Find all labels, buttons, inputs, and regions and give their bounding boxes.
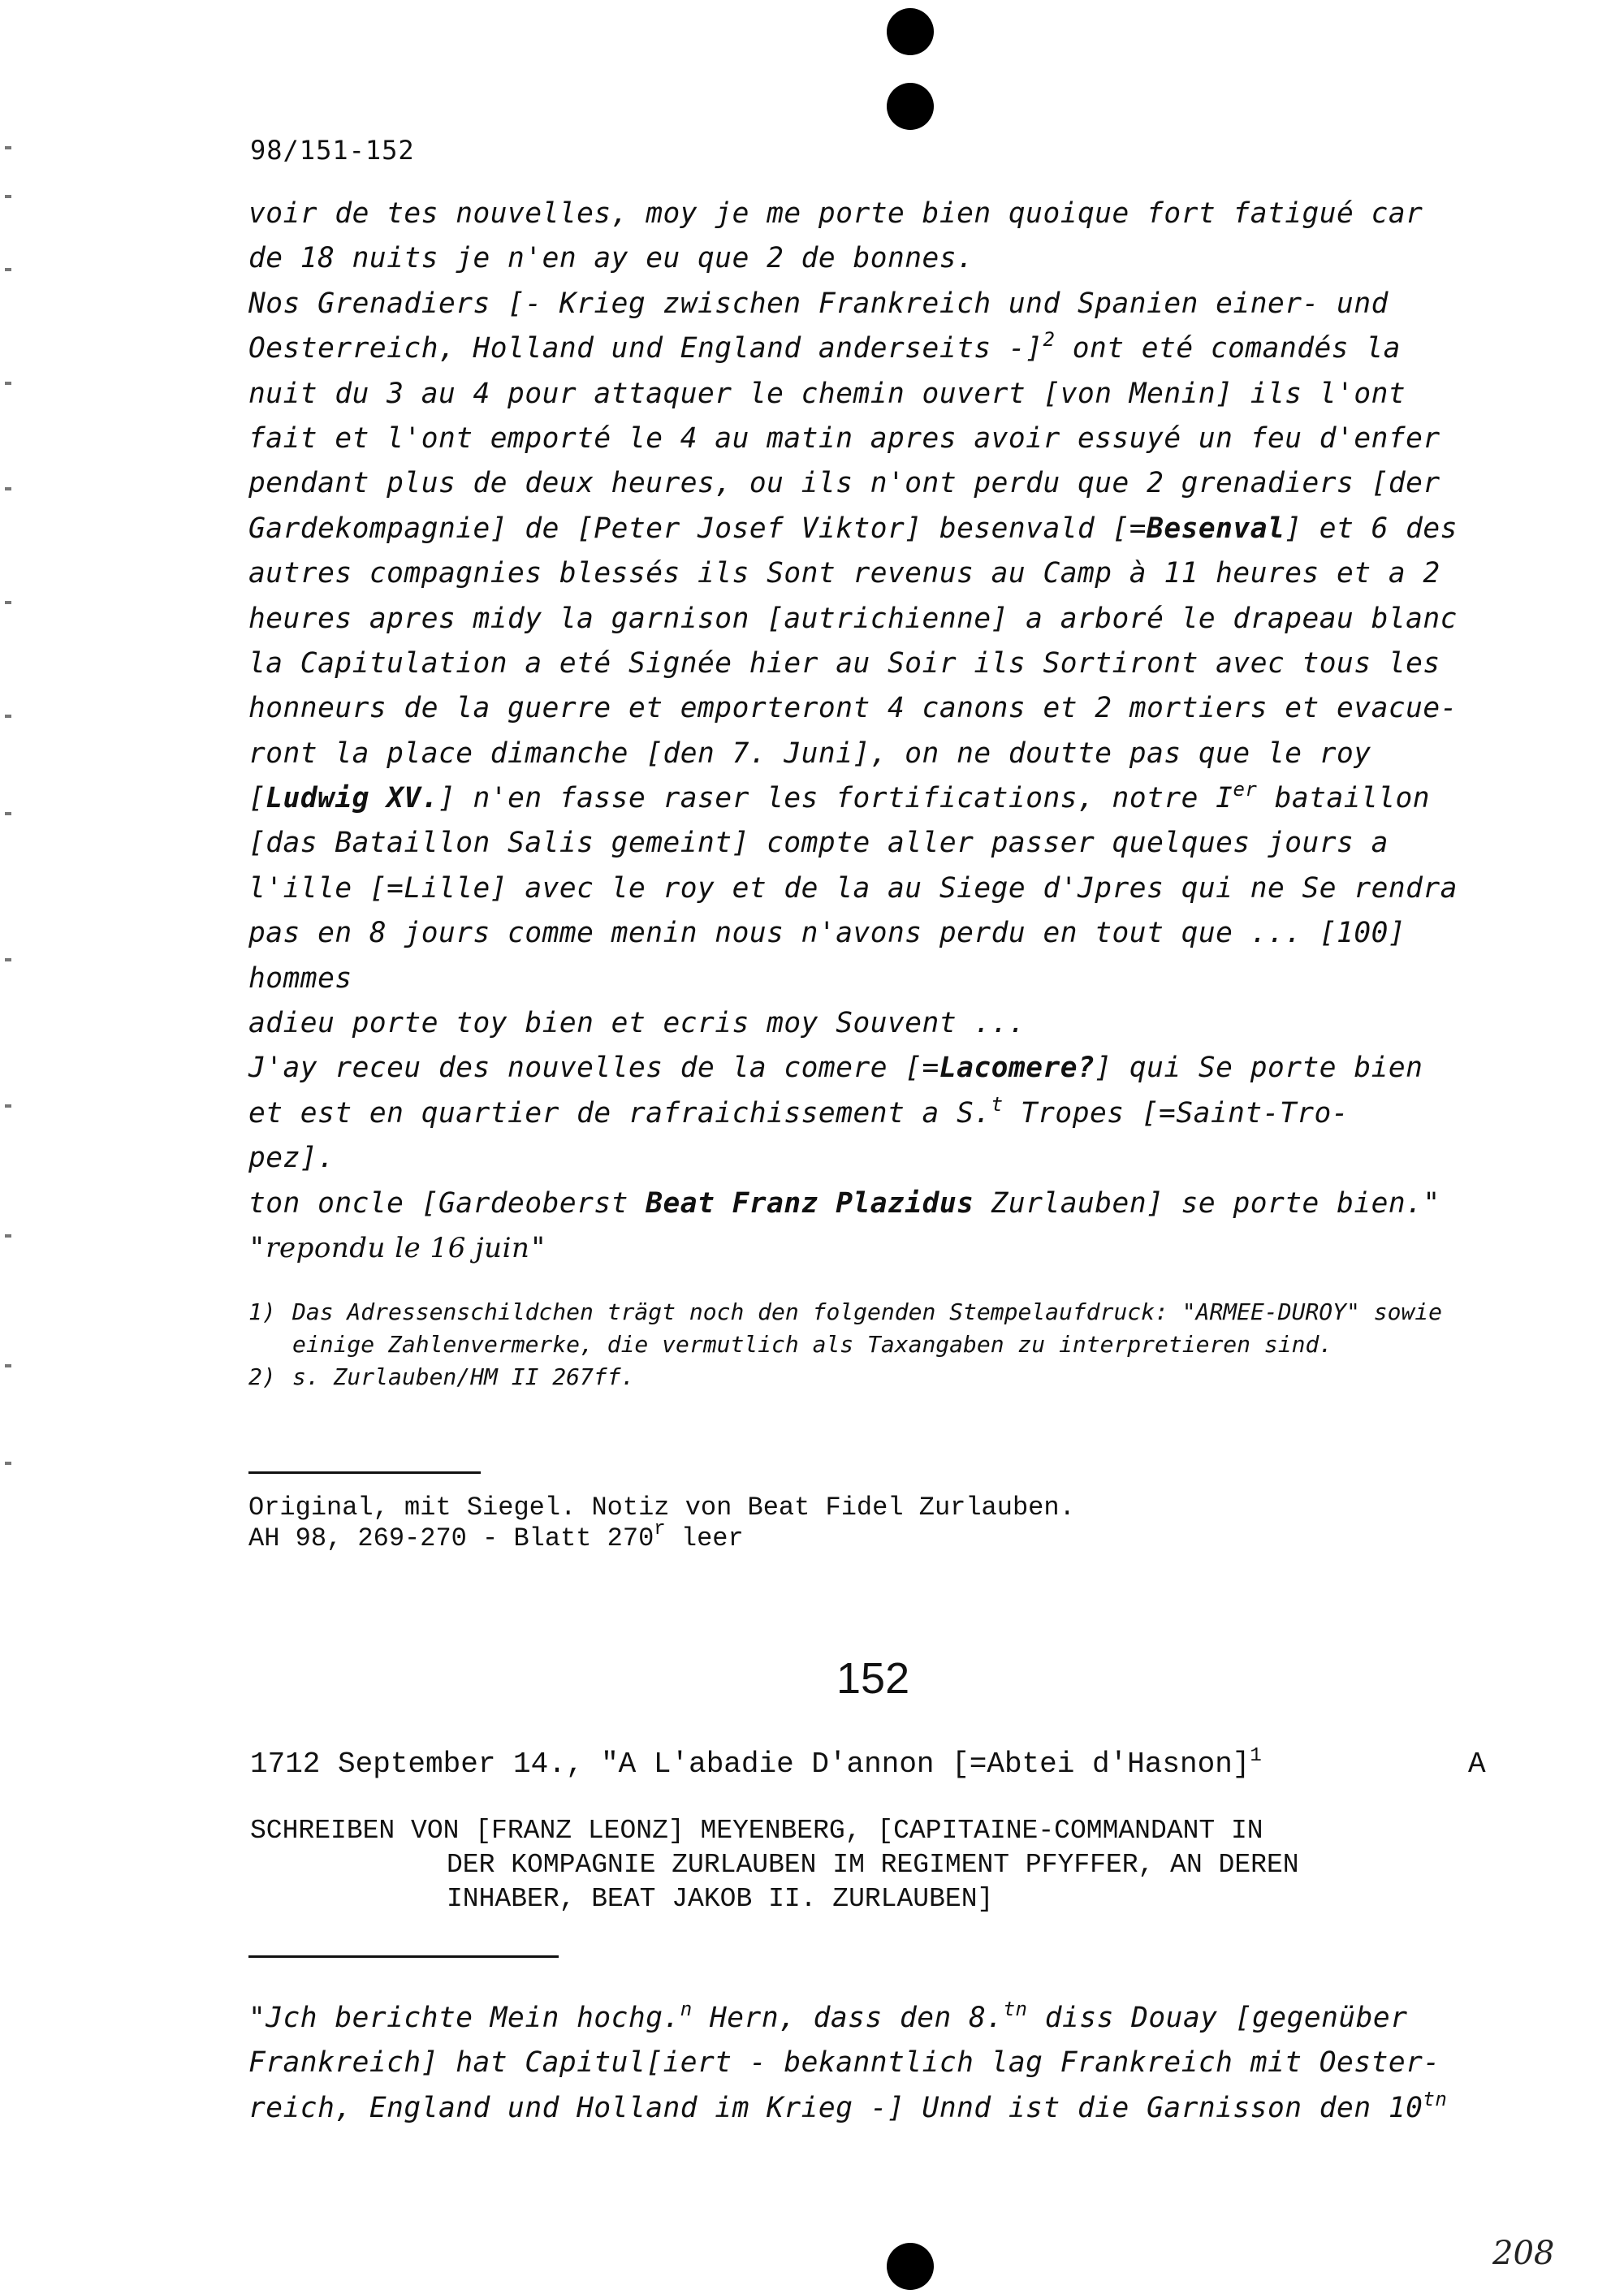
- language-marker: A: [1468, 1748, 1486, 1781]
- text-line: de 18 nuits je n'en ay eu que 2 de bonnes.: [248, 242, 974, 275]
- reference-number: 98/151-152: [250, 135, 415, 166]
- divider: [248, 1955, 559, 1958]
- regest: [250, 1814, 1299, 1916]
- scan-edge-marks: [5, 146, 16, 1486]
- footnote-2: 2) s. Zurlauben/HM II 267ff.: [248, 1363, 635, 1390]
- divider: [248, 1471, 481, 1474]
- footnote-1: 1) Das Adressenschildchen trägt noch den folgenden Stempelaufdruck: "ARMEE-DUROY" sowie einige Zahlenvermerke, die vermutlich als Taxangaben zu interpretieren sind.: [248, 1298, 1443, 1358]
- text-line: pendant plus de deux heures, ou ils n'ont perdu que 2 grenadiers [der: [248, 467, 1440, 500]
- punch-hole-second: [887, 83, 934, 130]
- text-line: Frankreich] hat Capitul[iert - bekanntlich lag Frankreich mit Oester-: [248, 2046, 1440, 2080]
- text-line: ront la place dimanche [den 7. Juni], on ne doutte pas que le roy: [248, 737, 1371, 770]
- text-line: heures apres midy la garnison [autrichienne] a arboré le drapeau blanc: [248, 602, 1458, 635]
- source-note: [248, 1493, 1075, 1554]
- date-line: 1712 September 14., "A L'abadie D'annon [=Abtei d'Hasnon]$^1$ A: [250, 1745, 1486, 1781]
- regest-line: SCHREIBEN VON [FRANZ LEONZ] MEYENBERG, [CAPITAINE-COMMANDANT IN: [250, 1816, 1263, 1846]
- source-note-line: Original, mit Siegel. Notiz von Beat Fidel Zurlauben.: [248, 1493, 1075, 1523]
- letter-152-text: [248, 1996, 1548, 2131]
- text-line: pas en 8 jours comme menin nous n'avons perdu en tout que ... [100]: [248, 917, 1406, 950]
- text-line: Nos Grenadiers [- Krieg zwischen Frankreich und Spanien einer- und: [248, 287, 1389, 320]
- text-line: hommes: [248, 961, 352, 995]
- text-line: [das Bataillon Salis gemeint] compte aller passer quelques jours a: [248, 827, 1389, 860]
- text-line: Gardekompagnie] de [Peter Josef Viktor] besenvald [=Besenval] et 6 des: [248, 512, 1458, 545]
- text-line: [Ludwig XV.] n'en fasse raser les fortifications, notre Ier bataillon: [248, 778, 1431, 815]
- document-number: 152: [836, 1654, 910, 1703]
- text-line: nuit du 3 au 4 pour attaquer le chemin ouvert [von Menin] ils l'ont: [248, 377, 1406, 410]
- text-line: et est en quartier de rafraichissement a S.$^t$ Tropes [=Saint-Tro-: [248, 1092, 1350, 1130]
- text-line: la Capitulation a eté Signée hier au Soir ils Sortiront avec tous les: [248, 646, 1440, 680]
- text-line: adieu porte toy bien et ecris moy Souvent ...: [248, 1007, 1026, 1040]
- footnotes: [248, 1296, 1515, 1393]
- punch-hole-top: [887, 8, 934, 55]
- text-line: ton oncle [Gardeoberst Beat Franz Plazidus Zurlauben] se porte bien.": [248, 1186, 1440, 1220]
- text-line: l'ille [=Lille] avec le roy et de la au Siege d'Jpres qui ne Se rendra: [248, 871, 1458, 905]
- text-line: honneurs de la guerre et emporteront 4 canons et 2 mortiers et evacue-: [248, 692, 1458, 725]
- text-line: fait et l'ont emporté le 4 au matin apres avoir essuyé un feu d'enfer: [248, 421, 1440, 455]
- punch-hole-bottom: [887, 2243, 934, 2290]
- letter-151-text: [248, 192, 1515, 1271]
- regest-line: DER KOMPAGNIE ZURLAUBEN IM REGIMENT PFYFFER, AN DEREN: [447, 1850, 1299, 1880]
- text-line: voir de tes nouvelles, moy je me porte bien quoique fort fatigué car: [248, 197, 1423, 230]
- text-line: J'ay receu des nouvelles de la comere [=Lacomere?] qui Se porte bien: [248, 1052, 1423, 1085]
- regest-line: INHABER, BEAT JAKOB II. ZURLAUBEN]: [447, 1884, 994, 1914]
- text-line: Oesterreich, Holland und England anderseits -]$^2$ ont eté comandés la: [248, 328, 1401, 365]
- text-line: reich, England und Holland im Krieg -] Unnd ist die Garnisson den $10^{tn}$: [248, 2087, 1448, 2124]
- folio-number: 208: [1492, 2235, 1555, 2272]
- footnote-ref: 2: [1043, 328, 1056, 352]
- text-line: pez].: [248, 1142, 335, 1175]
- handwritten-line: "repondu le 16 juin": [248, 1231, 547, 1264]
- text-line: "Jch berichte Mein hochg.$^n$ Hern, dass den 8.$^{tn}$ diss Douay [gegenüber: [248, 1998, 1408, 2034]
- text-line: autres compagnies blessés ils Sont revenus au Camp à 11 heures et a 2: [248, 557, 1440, 590]
- source-note-line: AH 98, 269-270 - Blatt 270$^r$ leer: [248, 1519, 744, 1553]
